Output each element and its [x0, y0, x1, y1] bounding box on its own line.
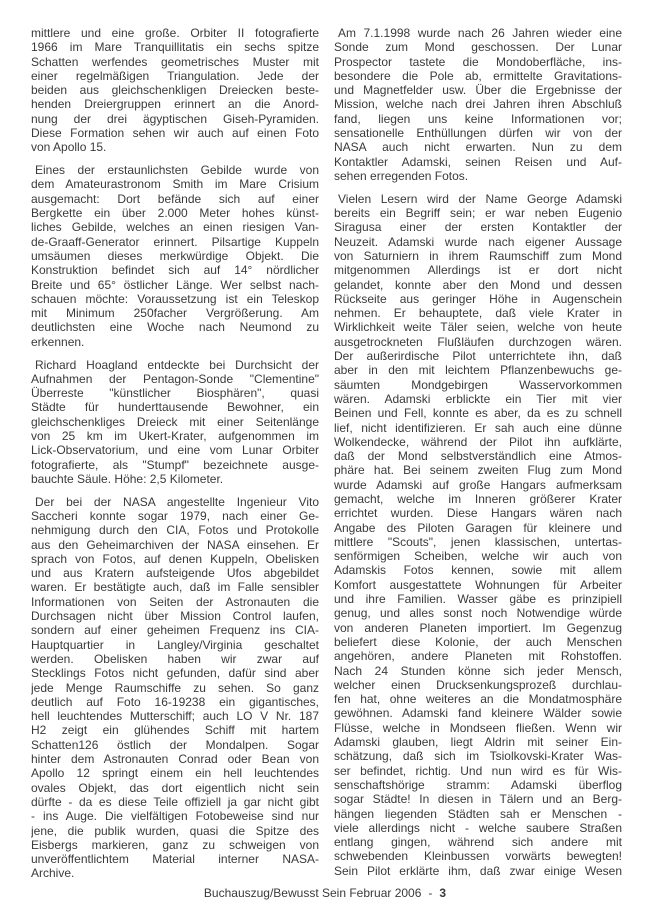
text-line: von Apollo 15.: [31, 140, 107, 155]
text-line: Wirklichkeit weite Täler seien, welche von heute: [334, 320, 622, 335]
text-line: Sein Pilot erklärte ihm, daß zwar einige Wesen: [334, 863, 622, 878]
text-line: Prospector tastete die Mondoberfläche, ins-: [334, 54, 622, 69]
text-line: besondere die Pole ab, ermittelte Gravitations-: [334, 68, 622, 83]
paragraph: [334, 26, 622, 183]
text-line: sprach von Fotos, auf denen Kuppeln, Obelisken: [31, 551, 319, 566]
text-line: Nach 24 Stunden könne sich jeder Mensch,: [334, 663, 622, 678]
text-line: Der bei der NASA angestellte Ingenieur Vito: [35, 494, 319, 509]
text-line: hinter dem Astronauten Conrad oder Bean von: [31, 752, 319, 767]
text-line: einer regelmäßigen Triangulation. Jede der: [31, 68, 319, 83]
text-line: Eines der erstaunlichsten Gebilde wurde von: [35, 163, 319, 178]
text-line: unveröffentlichtem Material interner NASA-: [31, 852, 319, 867]
text-line: beliefert diese Kolonie, der auch Menschen: [334, 634, 622, 649]
page-content: [31, 26, 622, 881]
text-line: und aus Kratern aufsteigende Ufos abgebildet: [31, 566, 319, 581]
text-line: - ins Auge. Die vielfältigen Fotobeweise sind nur: [31, 809, 319, 824]
text-line: nehmigung durch den CIA, Fotos und Protokolle: [31, 523, 319, 538]
text-line: sensationelle Enthüllungen dürfen wir von der: [334, 126, 622, 141]
text-line: schätzung, daß sich im Tsiolkovski-Krater Was-: [334, 749, 622, 764]
text-line: ausgetrockneten Flußläufen durchzogen wären.: [334, 334, 622, 349]
text-line: gewöhnen. Adamski fand kleinere Wälder sowie: [334, 706, 622, 721]
text-line: Beinen und Fell, konnte es aber, da es zu schnell: [334, 406, 622, 421]
text-line: dürfte - da es diese Teile offiziell ja gar nicht gibt: [31, 794, 319, 809]
paragraph: [31, 358, 319, 487]
footer-label: Buchauszug/Bewusst Sein Februar 2006: [203, 886, 422, 900]
text-line: fotografierte, als "Stumpf" bezeichnete ausge-: [31, 457, 319, 472]
text-line: waren. Er bestätigte auch, daß im Falle sensibler: [31, 580, 319, 595]
left-column: [31, 26, 319, 881]
text-line: säumten Mondgebirgen Wasservorkommen: [334, 377, 622, 392]
text-line: jene, die publik wurden, quasi die Spitze des: [31, 823, 319, 838]
text-line: Saccheri konnte sogar 1979, nach einer Ge-: [31, 509, 319, 523]
text-line: Vielen Lesern wird der Name George Adamski: [338, 191, 622, 206]
text-line: schwebenden Kleinbussen vorwärts bewegten!: [334, 849, 622, 864]
text-line: und ihre Familien. Wasser gäbe es prinzipiell: [334, 592, 622, 607]
text-line: lief, nicht identifizieren. Er sah auch eine dünne: [334, 420, 622, 435]
text-line: Neuzeit. Adamski wurde nach eigener Aussage: [334, 234, 622, 249]
text-line: wurde Adamski auf große Hangars aufmerksam: [334, 477, 622, 492]
text-line: Wolkendecke, während der Pilot ihn aufklärte,: [334, 434, 622, 449]
text-line: gemacht, welche im Inneren größerer Krater: [334, 492, 622, 506]
text-line: Konstruktion befindet sich auf 14° nördlicher: [31, 263, 319, 278]
text-line: Stecklings Fotos nicht gefunden, dafür sind aber: [31, 666, 319, 681]
text-line: Städte für hunderttausende Bewohner, ein: [31, 400, 319, 415]
footer-dash: -: [428, 886, 433, 900]
text-line: von anderen Planeten importiert. Im Gegenzug: [334, 620, 622, 635]
text-line: aber in den mit leichtem Pflanzenbewuchs ge-: [334, 363, 622, 378]
text-line: hängen liegenden Städten sah er Menschen -: [334, 806, 622, 821]
paragraph: [31, 163, 319, 349]
text-line: Schatten126 östlich der Mondalpen. Sogar: [31, 737, 319, 752]
text-line: H2 zeigt ein glühendes Schiff mit hartem: [31, 723, 319, 738]
text-line: deutlichsten eine Woche nach Neumond zu: [31, 320, 319, 335]
text-line: und Magnetfelder usw. Über die Ergebnisse der: [334, 83, 622, 98]
text-line: Apollo 12 springt einem ein hell leuchtendes: [31, 766, 319, 781]
page-number: 3: [439, 886, 447, 900]
text-line: henden Dreiergruppen erinnert an die Anord-: [31, 97, 319, 112]
text-line: Informationen von Seiten der Astronauten die: [31, 594, 319, 609]
text-line: Adamski glauben, liegt Aldrin mit seiner Ein-: [334, 735, 622, 750]
text-line: Sonde zum Mond geschossen. Der Lunar: [334, 40, 622, 55]
text-line: Rückseite aus geringer Höhe in Augenschein: [334, 291, 622, 306]
right-column: [334, 26, 622, 881]
text-line: Mission, welche nach drei Jahren ihren Abschluß: [334, 97, 622, 112]
text-line: Komfort ausgestattete Wohnungen für Arbeiter: [334, 577, 622, 592]
text-line: daß der Mond selbstverständlich eine Atmos-: [334, 449, 622, 464]
text-line: senschaftshörige stramm: Adamski überflog: [334, 777, 622, 792]
text-line: umsäumen dieses merkwürdige Objekt. Die: [31, 248, 319, 263]
text-line: fand, liegen uns keine Informationen vor;: [334, 111, 622, 126]
text-line: hell leuchtendes Mutterschiff; auch LO V Nr. 187: [31, 709, 319, 724]
text-line: nehmen. Er behauptete, daß viele Krater in: [334, 306, 622, 321]
text-line: Richard Hoagland entdeckte bei Durchsicht der: [35, 357, 319, 372]
text-line: Diese Formation sehen wir auch auf einen Foto: [31, 126, 319, 141]
page-footer: [0, 886, 650, 901]
text-line: liches Gebilde, welches an einen riesigen Van-: [31, 220, 319, 235]
text-line: Aufnahmen der Pentagon-Sonde "Clementine": [31, 371, 319, 386]
text-line: Adamskis Fotos kennen, sowie mit allem: [334, 563, 622, 578]
text-line: Lick-Observatorium, und eine vom Lunar Orbiter: [31, 443, 319, 458]
text-line: jede Menge Raumschiffe zu sehen. So ganz: [31, 680, 319, 695]
text-line: Am 7.1.1998 wurde nach 26 Jahren wieder eine: [338, 26, 622, 40]
text-line: Durchsagen nicht über Mission Control laufen,: [31, 609, 319, 624]
text-line: von Saturniern in ihrem Raumschiff zum Mond: [334, 248, 622, 263]
text-line: aus den Geheimarchiven der NASA einsehen. Er: [31, 537, 319, 552]
text-line: Der außerirdische Pilot unterrichtete ihn, daß: [334, 349, 622, 364]
text-line: Eisbergs markieren, ganz zu schweigen von: [31, 837, 319, 852]
text-line: Flüsse, welche in Mondseen fließen. Wenn wir: [334, 720, 622, 735]
text-line: genug, und alles sonst noch Notwendige würde: [334, 606, 622, 621]
text-line: wären. Adamski erblickte ein Tier mit vier: [334, 391, 622, 406]
text-line: viele allerdings nicht - welche saubere Straßen: [334, 820, 622, 835]
paragraph: [31, 495, 319, 881]
text-line: sehen erregenden Fotos.: [334, 168, 469, 183]
text-line: mitgenommen Allerdings ist er dort nicht: [334, 263, 622, 278]
text-line: Angabe des Piloten Garagen für kleinere und: [334, 520, 622, 535]
text-line: ser befindet, richtig. Und nun wird es für Wis-: [334, 763, 622, 778]
text-line: Kontaktler Adamski, seinen Reisen und Auf-: [334, 154, 622, 169]
text-line: Hauptquartier in Langley/Virginia geschaltet: [31, 637, 319, 652]
text-line: Bergkette ein über 2.000 Meter hohes künst-: [31, 206, 319, 221]
text-line: Schatten werfendes geometrisches Muster mit: [31, 54, 319, 69]
text-line: angehören, andere Planeten mit Rohstoffen.: [334, 649, 622, 664]
text-line: deutlich auf Foto 16-19238 ein gigantisches,: [31, 694, 319, 709]
text-line: senförmigen Scheiben, welche wir auch von: [334, 549, 622, 564]
text-line: bauchte Säule. Höhe: 2,5 Kilometer.: [31, 471, 224, 486]
text-line: Breite und 65° östlicher Länge. Wer selbst nach-: [31, 277, 319, 292]
text-line: schauen möchte: Voraussetzung ist ein Teleskop: [31, 291, 319, 306]
text-line: errichtet wurden. Diese Hangars wären nach: [334, 506, 622, 521]
text-line: mittlere und eine große. Orbiter II fotografierte: [31, 26, 319, 40]
text-line: sogar Städte! In diesen in Tälern und an Berg-: [334, 792, 622, 807]
text-line: de-Graaff-Generator erinnert. Pilsartige Kuppeln: [31, 234, 319, 249]
text-line: 1966 im Mare Tranquillitatis ein sechs spitze: [31, 40, 319, 55]
text-line: Siragusa einer der ersten Kontaktler der: [334, 220, 622, 235]
text-line: mit Minimum 250facher Vergrößerung. Am: [31, 306, 319, 321]
text-line: gelandet, konnte aber den Mond und dessen: [334, 277, 622, 292]
text-line: ausgemacht: Dort befände sich auf einer: [31, 191, 319, 206]
text-line: dem Amateurastronom Smith im Mare Crisium: [31, 177, 319, 192]
text-line: gleichschenkliges Dreieck mit einer Seitenlänge: [31, 414, 319, 429]
paragraph: [31, 26, 319, 155]
text-line: NASA auch nicht erwarten. Nun zu dem: [334, 140, 622, 155]
text-line: welcher einen Drucksenkungsprozeß durchlau-: [334, 677, 622, 692]
text-line: fen hat, ohne weiteres an die Mondatmosphäre: [334, 692, 622, 707]
text-line: ovales Objekt, das dort eigentlich nicht sein: [31, 780, 319, 795]
text-line: phäre hat. Bei seinem zweiten Flug zum Mond: [334, 463, 622, 478]
text-line: beiden aus gleichschenkligen Dreiecken beste-: [31, 83, 319, 98]
text-line: werden. Obelisken haben wir zwar auf: [31, 651, 319, 666]
paragraph: [334, 192, 622, 878]
text-line: Überreste "künstlicher Biosphären", quasi: [31, 386, 319, 401]
text-line: erkennen.: [31, 334, 85, 349]
text-line: sondern auf einer geheimen Frequenz ins CIA-: [31, 623, 319, 638]
text-line: entlang gingen, während sich andere mit: [334, 835, 622, 850]
text-line: mittlere "Scouts", jenen klassischen, untertas-: [334, 534, 622, 549]
text-line: Archive.: [31, 866, 75, 881]
text-line: von 25 km im Ukert-Krater, aufgenommen im: [31, 429, 319, 444]
text-line: bereits ein Begriff sein; er war neben Eugenio: [334, 206, 622, 221]
text-line: nung der drei ägyptischen Giseh-Pyramiden.: [31, 111, 319, 126]
